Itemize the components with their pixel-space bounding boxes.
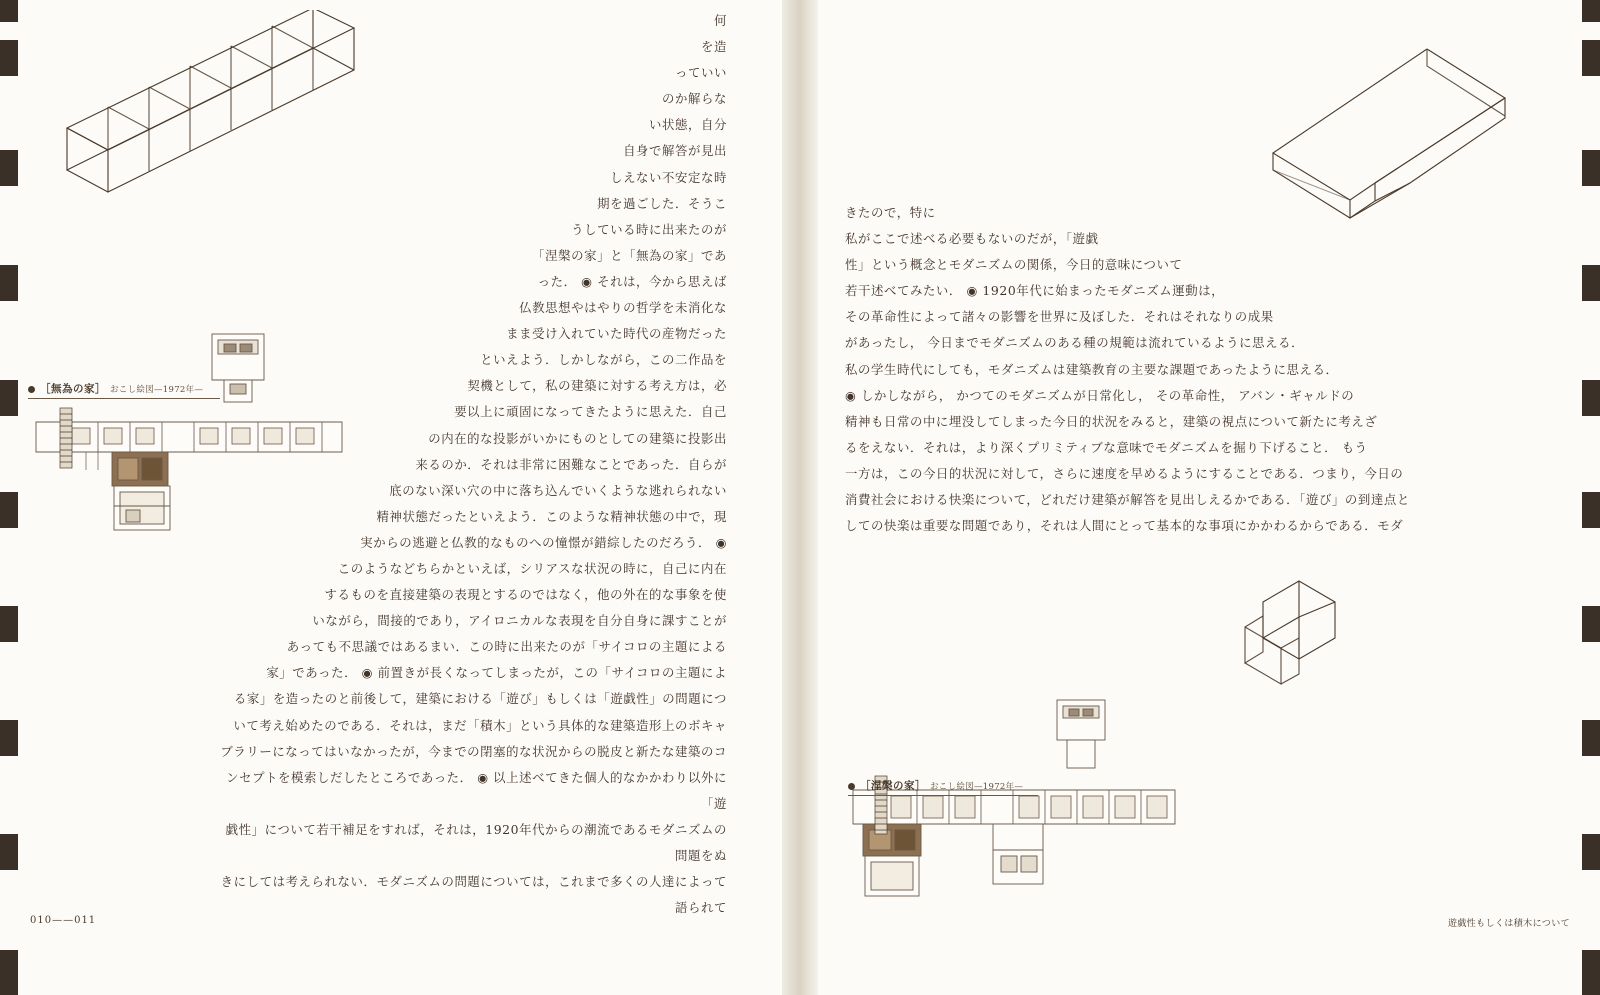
body-line: 私の学生時代にしても，モダニズムは建築教育の主要な課題であったように思える． — [845, 361, 1339, 377]
body-line: 一方は，この今日的状況に対して，さらに速度を早めるようにすることである．つまり，今日の — [845, 465, 1404, 481]
body-line: る家」を造ったのと前後して，建築における「遊び」もしくは「遊戯性」の問題につ — [233, 691, 727, 707]
caption-subtitle: おこし絵図—1972年— — [930, 782, 1024, 792]
body-line: 来るのか．それは非常に困難なことであった．自らが — [415, 456, 727, 472]
body-line: 戯性」について若干補足をすれば，それは，1920年代からの潮流であるモダニズムの問題をぬ — [225, 821, 727, 863]
folio-right: 遊戯性もしくは積木について — [1447, 919, 1570, 929]
caption-bullet-icon — [28, 386, 35, 393]
body-line: 実からの逃避と仏教的なものへの憧憬が錯綜したのだろう． ◉ — [360, 534, 727, 550]
body-line: るをえない．それは，より深くプリミティブな意味でモダニズムを掘り下げること． もう — [845, 439, 1368, 455]
body-line: うしている時に出来たのが — [571, 221, 727, 237]
caption-bullet-icon — [848, 783, 855, 790]
body-line: きたので，特に — [845, 205, 936, 220]
body-line: しえない不安定な時 — [610, 169, 727, 185]
body-line: 性」という概念とモダニズムの関係，今日的意味について — [845, 257, 1183, 273]
body-line: ◉ しかしながら， かつてのモダニズムが日常化し， その革命性， アバン・ギャルドの — [845, 387, 1355, 403]
body-line: を造 — [701, 39, 727, 55]
body-line: の内在的な投影がいかにものとしての建築に投影出 — [428, 430, 727, 446]
caption-title: ［無為の家］ — [40, 383, 106, 395]
left-page-body — [215, 8, 727, 921]
body-line: 私がここで述べる必要もないのだが，「遊戯 — [845, 231, 1099, 247]
caption-muinoie — [28, 381, 203, 396]
body-line: まま受け入れていた時代の産物だった — [506, 326, 727, 342]
body-line: このようなどちらかといえば，シリアスな状況の時に，自己に内在 — [337, 560, 727, 576]
cubes-axonometric-figure — [1235, 575, 1365, 695]
body-line: 若干述べてみたい． ◉ 1920年代に始まったモダニズム運動は， — [845, 283, 1225, 299]
body-line: っていい — [675, 65, 727, 81]
plan-nehan-figure — [845, 690, 1185, 910]
scan-marks-left — [0, 0, 18, 995]
body-line: 仏教思想やはやりの哲学を未消化な — [519, 300, 727, 316]
body-line: その革命性によって諸々の影響を世界に及ぼした．それはそれなりの成果 — [845, 309, 1274, 325]
right-page-body — [845, 200, 1500, 539]
body-line: いて考え始めたのである．それは，まだ「積木」という具体的な建築造形上のボキャ — [233, 717, 727, 733]
body-line: 契機として，私の建築に対する考え方は，必 — [467, 378, 727, 394]
scan-marks-right — [1582, 0, 1600, 995]
caption-rule-nehan — [848, 795, 1038, 796]
folio-left: 010——011 — [30, 915, 97, 926]
body-line: 期を過ごした．そうこ — [597, 195, 727, 211]
body-line: きにしては考えられない．モダニズムの問題については，これまで多くの人達によって語られて — [220, 874, 727, 916]
body-line: い状態，自分 — [649, 117, 727, 133]
body-line: あっても不思議ではあるまい．この時に出来たのが「サイコロの主題による — [286, 639, 727, 655]
body-line: があったし， 今日までモダニズムのある種の規範は流れているように思える． — [845, 335, 1305, 351]
body-line: ブラリーになってはいなかったが，今までの閉塞的な状況からの脱皮と新たな建築のコ — [220, 743, 727, 759]
body-line: 精神状態だったといえよう．このような精神状態の中で，現 — [376, 508, 727, 524]
body-line: 何 — [714, 13, 727, 28]
body-line: 「涅槃の家」と「無為の家」であ — [532, 247, 727, 263]
page-gutter — [782, 0, 818, 995]
caption-title: ［涅槃の家］ — [860, 780, 926, 792]
body-line: 消費社会における快楽について，どれだけ建築が解答を見出しえるかである．「遊び」の到達点と — [845, 492, 1410, 508]
body-line: いながら，間接的であり，アイロニカルな表現を自分自身に課すことが — [312, 613, 727, 629]
body-line: 要以上に頑固になってきたように思えた．自己 — [454, 404, 727, 420]
caption-subtitle: おこし絵図—1972年— — [110, 385, 204, 395]
body-line: 底のない深い穴の中に落ち込んでいくような逃れられない — [389, 482, 727, 498]
body-line: 自身で解答が見出 — [623, 143, 727, 159]
body-line: するものを直接建築の表現とするのではなく，他の外在的な事象を使 — [324, 587, 727, 603]
body-line: った． ◉ それは，今から思えば — [537, 273, 727, 289]
body-line: ンセプトを模索しだしたところであった． ◉ 以上述べてきた個人的なかかわり以外に「遊 — [226, 769, 727, 811]
body-line: といえよう．しかしながら，この二作品を — [480, 352, 727, 368]
body-line: のか解らな — [662, 91, 727, 107]
caption-rule-muinoie — [28, 398, 220, 399]
caption-nehan — [848, 778, 1023, 793]
body-line: 家」であった． ◉ 前置きが長くなってしまったが，この「サイコロの主題によ — [266, 665, 727, 681]
body-line: しての快楽は重要な問題であり，それは人間にとって基本的な事項にかかわるからである．モダ — [845, 518, 1404, 534]
body-line: 精神も日常の中に埋没してしまった今日的状況をみると，建築の視点について新たに考えざ — [845, 413, 1378, 429]
